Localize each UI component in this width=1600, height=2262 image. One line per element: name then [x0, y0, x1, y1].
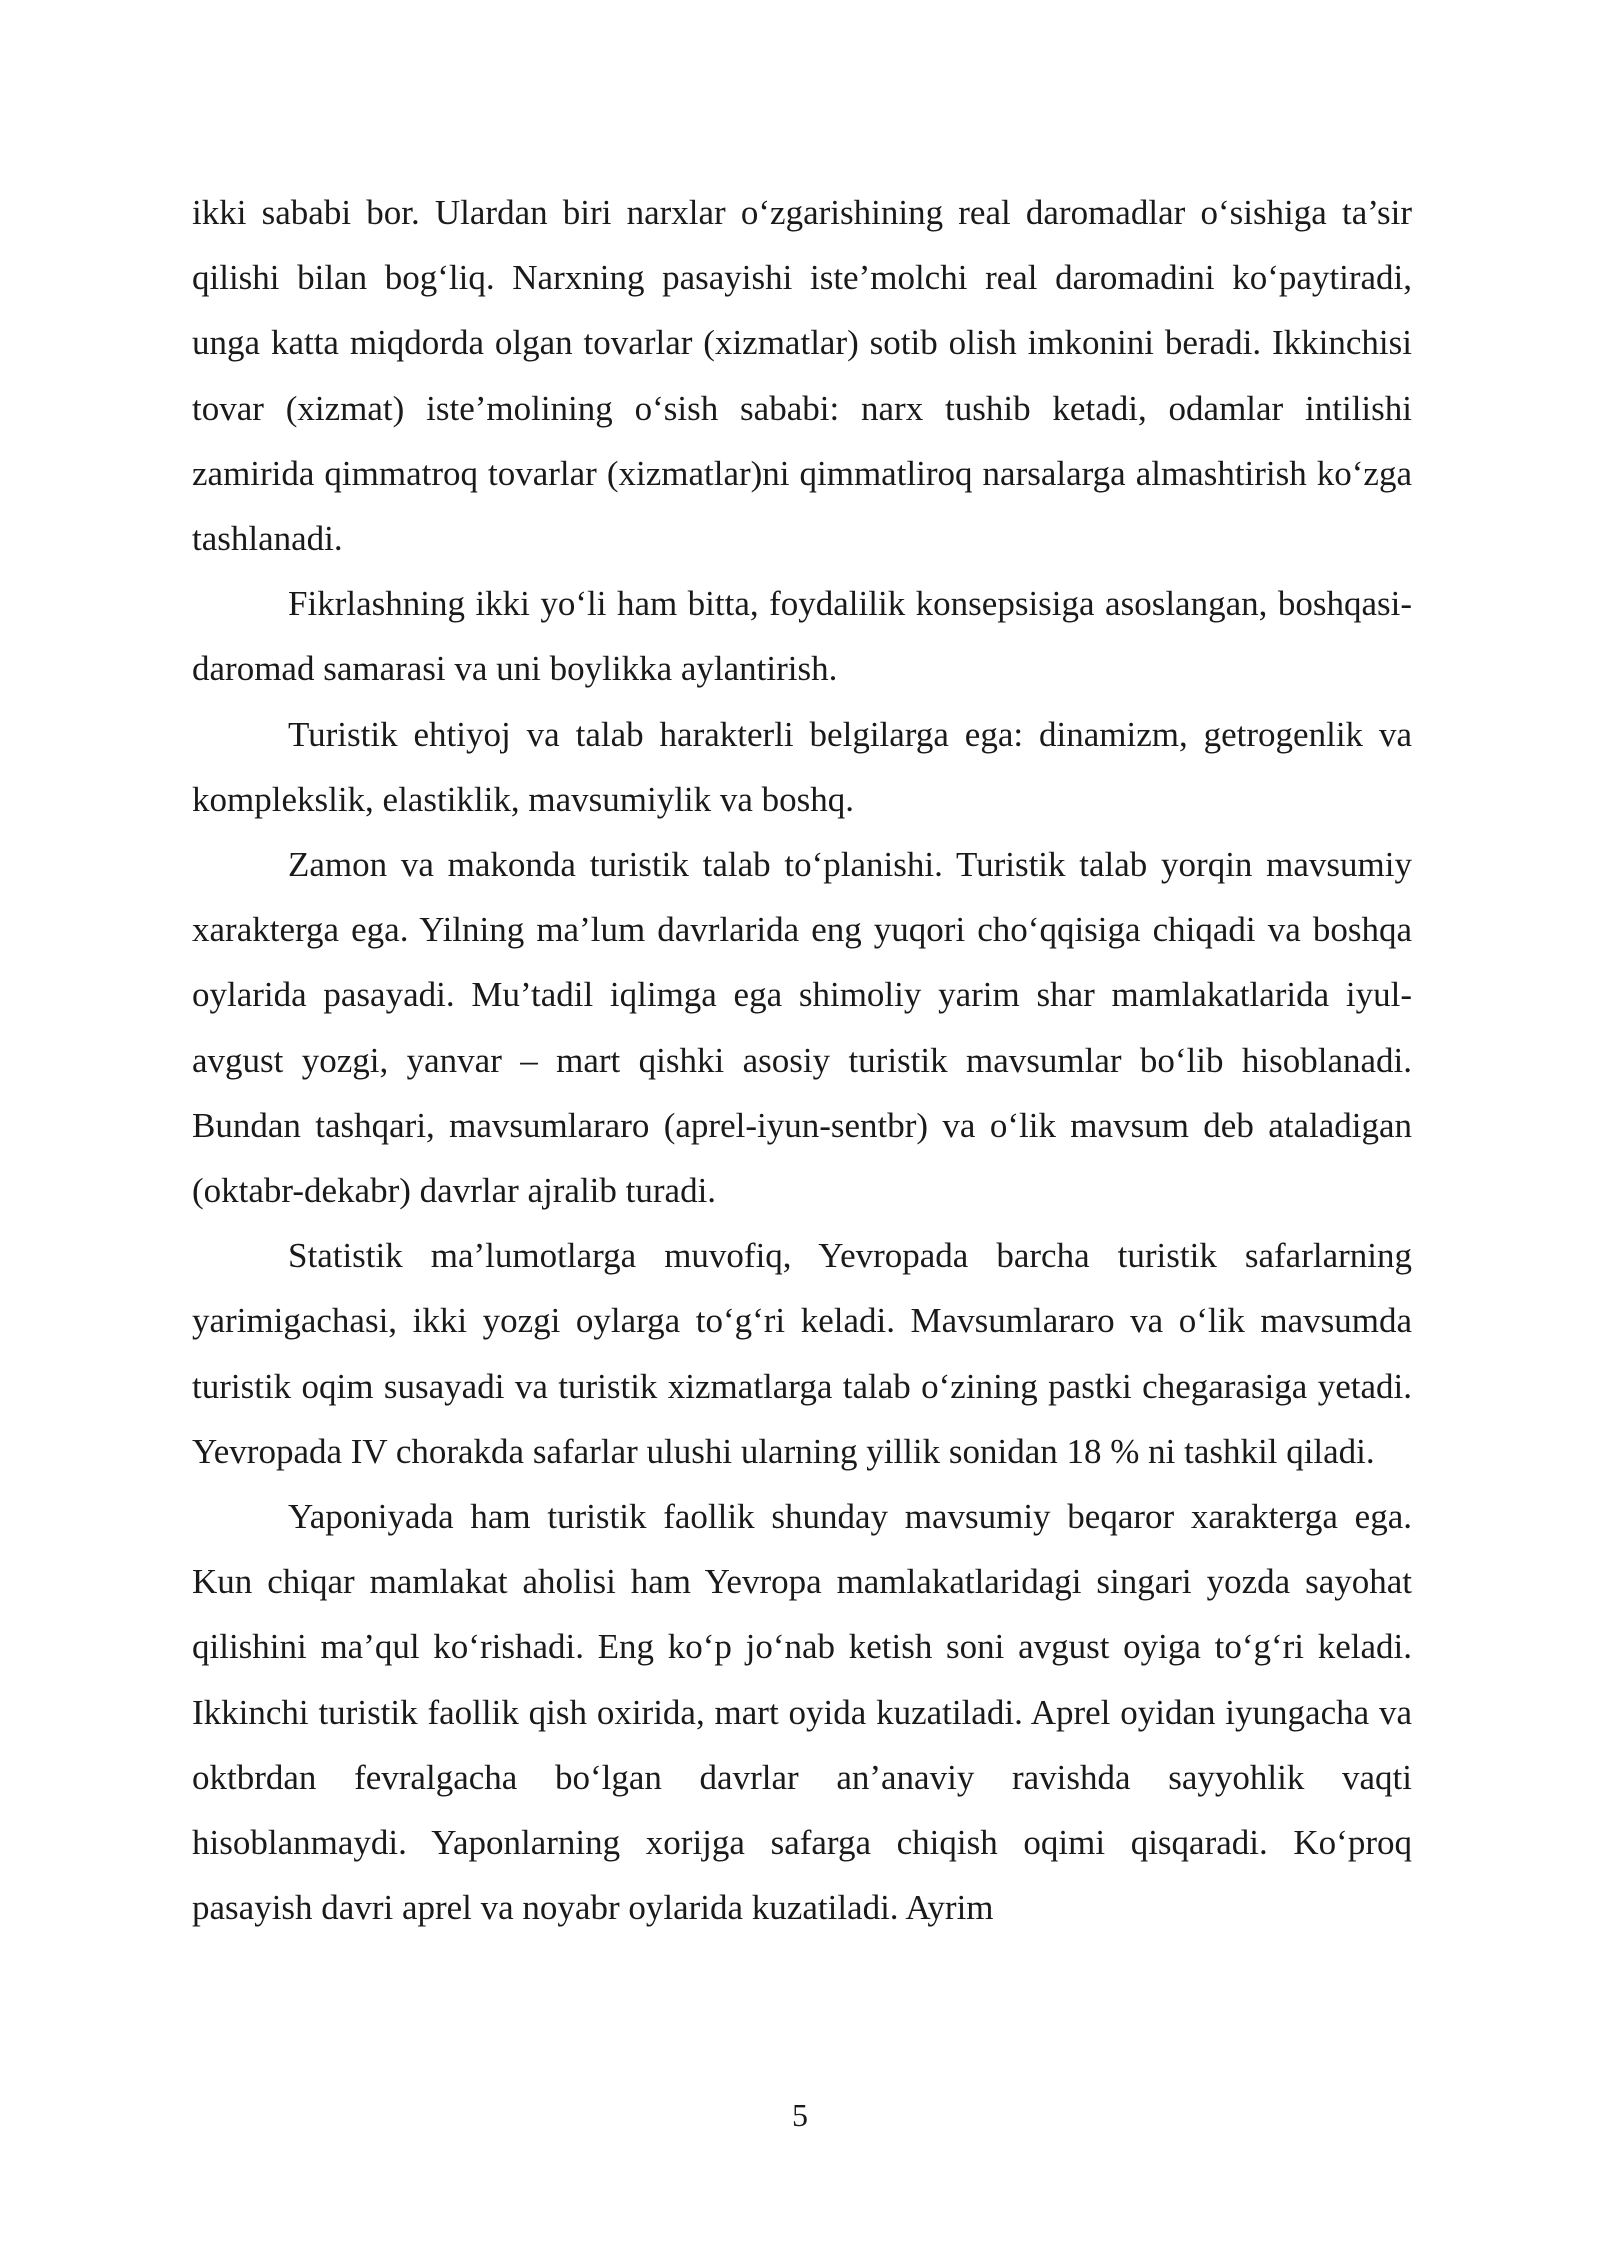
paragraph-4: Zamon va makonda turistik talab to‘planishi. Turistik talab yorqin mavsumiy xarakterga ega. Yilning ma’lum davrlarida eng yuqori cho‘qqisiga chiqadi va boshqa oylarida pasayadi. Mu’tadil iqlimga ega shimoliy yarim shar mamlakatlarida iyul-avgust yozgi, yanvar – mart qishki asosiy turistik mavsumlar bo‘lib hisoblanadi. Bundan tashqari, mavsumlararo (aprel-iyun-sentbr) va o‘lik mavsum deb ataladigan (oktabr-dekabr) davrlar ajralib turadi. [192, 845, 1412, 1211]
paragraph-3: Turistik ehtiyoj va talab harakterli belgilarga ega: dinamizm, getrogenlik va komplekslik, elastiklik, mavsumiylik va boshq. [192, 714, 1412, 819]
paragraph-1: ikki sababi bor. Ulardan biri narxlar o‘zgarishining real daromadlar o‘sishiga ta’sir qilishi bilan bog‘liq. Narxning pasayishi iste’molchi real daromadini ko‘paytiradi, unga katta miqdorda olgan tovarlar (xizmatlar) sotib olish imkonini beradi. Ikkinchisi tovar (xizmat) iste’molining o‘sish sababi: narx tushib ketadi, odamlar intilishi zamirida qimmatroq tovarlar (xizmatlar)ni qimmatliroq narsalarga almashtirish ko‘zga tashlanadi. [192, 193, 1412, 559]
page-body [192, 180, 1412, 1940]
page-number: 5 [792, 2097, 808, 2133]
paragraph-6: Yaponiyada ham turistik faollik shunday mavsumiy beqaror xarakterga ega. Kun chiqar mamlakat aholisi ham Yevropa mamlakatlaridagi singari yozda sayohat qilishini ma’qul ko‘rishadi. Eng ko‘p jo‘nab ketish soni avgust oyiga to‘g‘ri keladi. Ikkinchi turistik faollik qish oxirida, mart oyida kuzatiladi. Aprel oyidan iyungacha va oktbrdan fevralgacha bo‘lgan davrlar an’anaviy ravishda sayyohlik vaqti hisoblanmaydi. Yaponlarning xorijga safarga chiqish oqimi qisqaradi. Ko‘proq pasayish davri aprel va noyabr oylarida kuzatiladi. Ayrim [192, 1497, 1412, 1928]
paragraph-5: Statistik ma’lumotlarga muvofiq, Yevropada barcha turistik safarlarning yarimigachasi, ikki yozgi oylarga to‘g‘ri keladi. Mavsumlararo va o‘lik mavsumda turistik oqim susayadi va turistik xizmatlarga talab o‘zining pastki chegarasiga yetadi. Yevropada IV chorakda safarlar ulushi ularning yillik sonidan 18 % ni tashkil qiladi. [192, 1236, 1412, 1471]
paragraph-2: Fikrlashning ikki yo‘li ham bitta, foydalilik konsepsisiga asoslangan, boshqasi-daromad samarasi va uni boylikka aylantirish. [192, 584, 1412, 689]
